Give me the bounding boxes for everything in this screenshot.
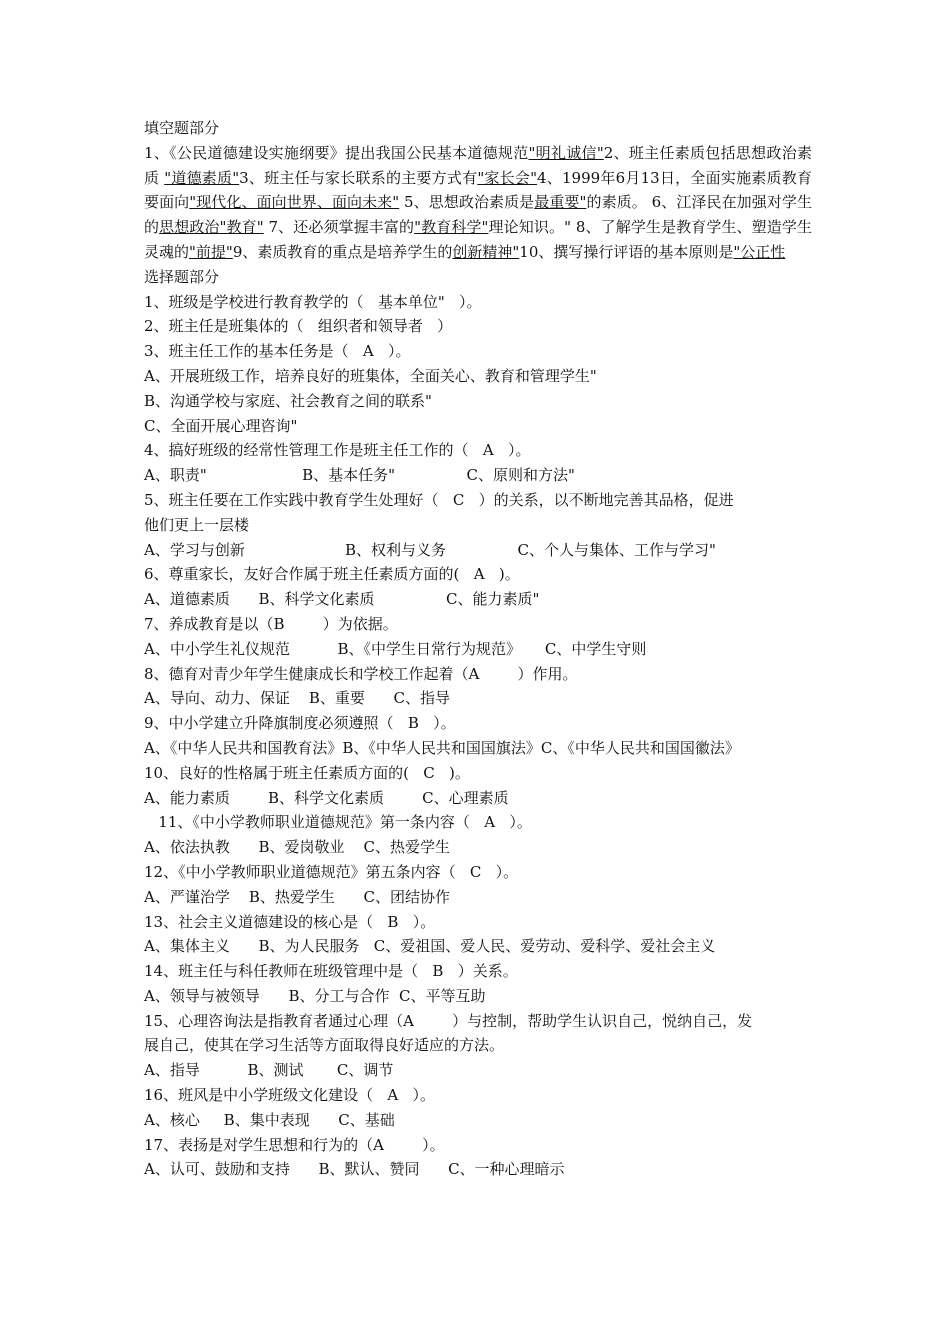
answer-options-line: A、核心 B、集中表现 C、基础 bbox=[144, 1110, 395, 1129]
underlined-answer: 最重要" bbox=[534, 193, 587, 212]
question-line: 17、表扬是对学生思想和行为的（A ）。 bbox=[144, 1135, 445, 1154]
choice-questions bbox=[144, 290, 812, 1183]
text-segment: 5、思想政治素质是 bbox=[399, 193, 535, 212]
fill-answers-paragraph bbox=[144, 141, 812, 265]
answer-options-line: A、职责" B、基本任务" C、原则和方法" bbox=[144, 466, 575, 485]
document-page bbox=[144, 116, 812, 1182]
question-line: 12、《中小学教师职业道德规范》第五条内容（ C ）。 bbox=[144, 862, 519, 881]
answer-options-line: A、能力素质 B、科学文化素质 C、心理素质 bbox=[144, 788, 509, 807]
text-segment: 2、班主任素质包括思想政治素质 bbox=[144, 143, 813, 187]
answer-options-line: A、认可、鼓励和支持 B、默认、赞同 C、一种心理暗示 bbox=[144, 1160, 565, 1179]
question-line: 7、养成教育是以（B ）为依据。 bbox=[144, 614, 398, 633]
answer-options-line: A、导向、动力、保证 B、重要 C、指导 bbox=[144, 689, 451, 708]
answer-options-line: A、学习与创新 B、权利与义务 C、个人与集体、工作与学习" bbox=[144, 540, 716, 559]
choice-section-heading: 选择题部分 bbox=[144, 267, 220, 286]
fill-section-heading: 填空题部分 bbox=[144, 119, 220, 137]
question-line: 6、尊重家长，友好合作属于班主任素质方面的( A )。 bbox=[144, 565, 520, 584]
question-line: 展自己，使其在学习生活等方面取得良好适应的方法。 bbox=[144, 1036, 505, 1055]
underlined-answer: "前提" bbox=[189, 242, 233, 261]
underlined-answer: "教育科学" bbox=[414, 218, 489, 237]
question-line: 10、良好的性格属于班主任素质方面的( C )。 bbox=[144, 763, 470, 782]
underlined-answer: "道德素质" bbox=[164, 168, 240, 187]
question-line: 5、班主任要在工作实践中教育学生处理好（ C ）的关系，以不断地完善其品格，促进 bbox=[144, 490, 734, 509]
question-line: 1、班级是学校进行教育教学的（ 基本单位" ）。 bbox=[144, 292, 482, 311]
text-segment: 的素质。 6、江泽民在加强对学生的 bbox=[144, 193, 812, 237]
text-segment: 7、还必须掌握丰富的 bbox=[263, 218, 415, 237]
answer-options-line: A、《中华人民共和国教育法》B、《中华人民共和国国旗法》C、《中华人民共和国国徽法》 bbox=[144, 738, 740, 757]
text-segment: 1、《公民道德建设实施纲要》提出我国公民基本道德规范 bbox=[144, 143, 529, 162]
answer-options-line: A、集体主义 B、为人民服务 C、爱祖国、爱人民、爱劳动、爱科学、爱社会主义 bbox=[144, 937, 716, 956]
question-line: 2、班主任是班集体的（ 组织者和领导者 ） bbox=[144, 317, 453, 336]
text-segment: 4、1999年6月13日，全面实施素质教育要面向 bbox=[144, 168, 812, 212]
question-line: 15、心理咨询法是指教育者通过心理（A ）与控制，帮助学生认识自己，悦纳自己，发 bbox=[144, 1011, 753, 1030]
answer-options-line: A、依法执教 B、爱岗敬业 C、热爱学生 bbox=[144, 838, 451, 857]
underlined-answer: 创新精神" bbox=[452, 242, 520, 261]
answer-options-line: A、指导 B、测试 C、调节 bbox=[144, 1061, 394, 1080]
underlined-answer: "明礼诚信" bbox=[528, 143, 604, 162]
answer-options-line: A、道德素质 B、科学文化素质 C、能力素质" bbox=[144, 590, 540, 609]
answer-options-line: A、开展班级工作，培养良好的班集体，全面关心、教育和管理学生" bbox=[144, 366, 597, 385]
question-line: 他们更上一层楼 bbox=[144, 515, 250, 534]
question-line: 11、《中小学教师职业道德规范》第一条内容（ A ）。 bbox=[144, 813, 532, 832]
underlined-answer: "公正性 bbox=[733, 242, 786, 261]
answer-options-line: A、中小学生礼仪规范 B、《中学生日常行为规范》 C、中学生守则 bbox=[144, 639, 647, 658]
question-line: 16、班风是中小学班级文化建设（ A ）。 bbox=[144, 1086, 436, 1105]
text-segment: 理论知识。" 8、了解学生是教育学生、塑造学生灵魂的 bbox=[144, 218, 812, 261]
answer-options-line: A、领导与被领导 B、分工与合作 C、平等互助 bbox=[144, 986, 486, 1005]
answer-options-line: C、全面开展心理咨询" bbox=[144, 416, 298, 435]
question-line: 14、班主任与科任教师在班级管理中是（ B ）关系。 bbox=[144, 962, 518, 981]
underlined-answer: "现代化、面向世界、面向未来" bbox=[189, 193, 400, 212]
question-line: 3、班主任工作的基本任务是（ A ）。 bbox=[144, 342, 411, 361]
text-segment: 9、素质教育的重点是培养学生的 bbox=[232, 242, 453, 261]
answer-options-line: B、沟通学校与家庭、社会教育之间的联系" bbox=[144, 391, 432, 410]
text-segment: 3、班主任与家长联系的主要方式有 bbox=[239, 168, 478, 187]
question-line: 13、社会主义道德建设的核心是（ B ）。 bbox=[144, 912, 436, 931]
question-line: 4、搞好班级的经常性管理工作是班主任工作的（ A ）。 bbox=[144, 441, 531, 460]
text-segment: 10、撰写操行评语的基本原则是 bbox=[519, 242, 734, 261]
question-line: 8、德育对青少年学生健康成长和学校工作起着（A ）作用。 bbox=[144, 664, 578, 683]
underlined-answer: 思想政治"教育" bbox=[159, 218, 264, 237]
answer-options-line: A、严谨治学 B、热爱学生 C、团结协作 bbox=[144, 887, 451, 906]
question-line: 9、中小学建立升降旗制度必须遵照（ B ）。 bbox=[144, 714, 456, 733]
underlined-answer: "家长会" bbox=[477, 168, 538, 187]
